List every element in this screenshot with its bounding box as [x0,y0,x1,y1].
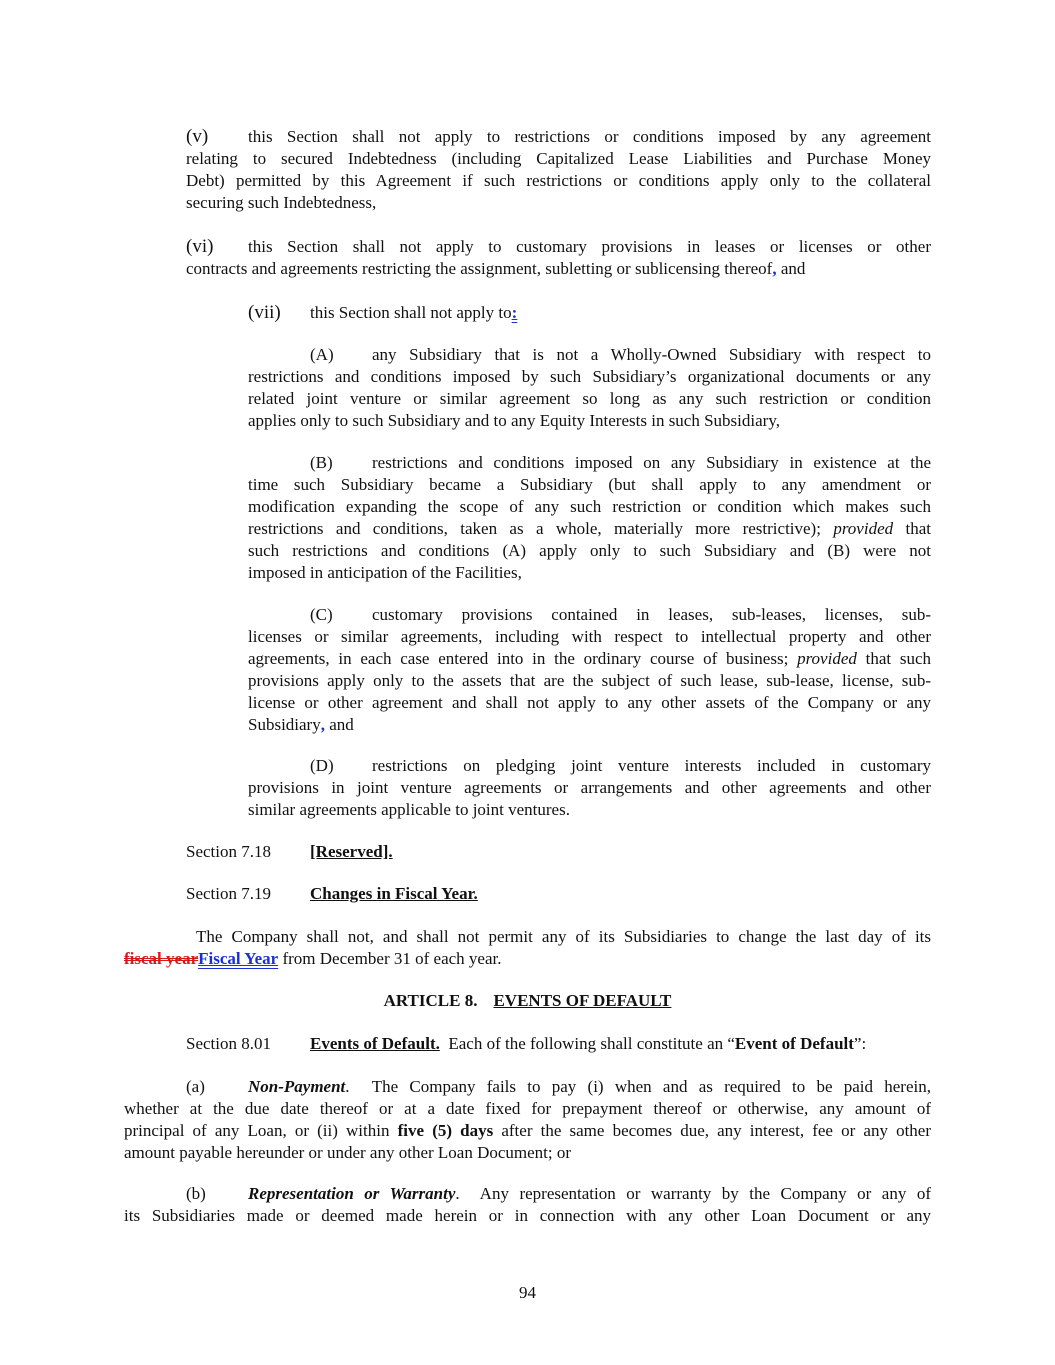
clause-v-line2: relating to secured Indebtedness (including Capitalized Lease Liabilities and Purchase Money [186,149,931,168]
subclause-C: (C) customary provisions contained in leases, sub-leases, licenses, sub- licenses or similar agreements, including with respect to intellectual property and other agreements, in each case entered into in the ordinary course of business; provided that such provisions apply only to the assets that are the subject of such lease, sub-lease, license, sub- license or other agreement and shall not apply to any other assets of the Company or any Subsidiary, and [248,605,931,734]
subclause-C-number: (C) [310,605,333,624]
subclause-B-number: (B) [310,453,333,472]
subclause-A: (A) any Subsidiary that is not a Wholly-Owned Subsidiary with respect to restrictions and conditions imposed by such Subsidiary’s organizational documents or any related joint venture or similar agreement so long as any such restriction or condition applies only to such Subsidiary and to any Equity Interests in such Subsidiary, [248,345,931,430]
article-title: EVENTS OF DEFAULT [493,991,672,1010]
section-title: Changes in Fiscal Year. [310,884,478,903]
inserted-text: Fiscal Year [198,949,279,968]
clause-title: Non-Payment [248,1077,346,1096]
subclause-D-number: (D) [310,756,334,775]
section-number: Section 7.18 [186,842,271,861]
clause-v-number: (v) [186,126,209,147]
section-7-18-heading [186,841,931,863]
section-8-01: Section 8.01 Events of Default. Each of the following shall constitute an “Event of Default”: [186,1034,867,1053]
section-title: [Reserved]. [310,842,393,861]
section-number: Section 8.01 [186,1034,271,1053]
clause-title: Representation or Warranty [248,1184,456,1203]
clause-vi-line2: contracts and agreements restricting the assignment, subletting or sublicensing thereof, and [186,259,806,278]
section-number: Section 7.19 [186,884,271,903]
clause-v [186,126,931,214]
fiscal-year-paragraph: The Company shall not, and shall not permit any of its Subsidiaries to change the last day of its fiscal yearFiscal Year from December 31 of each year. [124,927,931,968]
clause-vii: (vii) this Section shall not apply to: [248,302,518,323]
clause-vi-number: (vi) [186,236,214,257]
article-heading [0,990,1055,1012]
subclause-D: (D) restrictions on pledging joint venture interests included in customary provisions in joint venture agreements or arrangements and other agreements and other similar agreements applicable to joint ventures. [248,756,931,819]
clause-a-non-payment: (a) Non-Payment. The Company fails to pay (i) when and as required to be paid herein, whether at the due date thereof or at a date fixed for prepayment thereof or otherwise, any amount of principal of any Loan, or (ii) within five (5) days after the same becomes due, any interest, fee or any other amount payable hereunder or under any other Loan Document; or [124,1077,931,1162]
section-title: Events of Default. [310,1034,440,1053]
subclause-B: (B) restrictions and conditions imposed on any Subsidiary in existence at the time such Subsidiary became a Subsidiary (but shall apply to any amendment or modification expanding the scope of any such restriction or condition which makes such restrictions and conditions, taken as a whole, materially more restrictive); provided that such restrictions and conditions (A) apply only to such Subsidiary and (B) were not imposed in anticipation of the Facilities, [248,453,931,582]
clause-v-line3: Debt) permitted by this Agreement if such restrictions or conditions apply only to the collateral [186,171,931,190]
clause-a-number: (a) [186,1077,205,1096]
clause-vii-number: (vii) [248,302,281,323]
deleted-text: fiscal year [124,949,199,968]
clause-b-representation: (b) Representation or Warranty. Any representation or warranty by the Company or any of its Subsidiaries made or deemed made herein or in connection with any other Loan Document or any [124,1184,931,1225]
clause-vi [186,236,931,280]
clause-v-line1: (v) this Section shall not apply to restrictions or conditions imposed by any agreement [186,126,931,147]
article-number: ARTICLE 8. [383,991,478,1010]
page-number: 94 [519,1283,536,1302]
inserted-text: : [511,303,518,322]
inserted-text: , [320,715,325,734]
defined-term: Event of Default [734,1034,854,1053]
clause-b-number: (b) [186,1184,206,1203]
inserted-text: , [772,259,777,278]
subclause-A-number: (A) [310,345,334,364]
clause-vi-line1: (vi) this Section shall not apply to customary provisions in leases or licenses or other [186,236,931,257]
section-7-19-heading [186,883,931,905]
clause-v-line4: securing such Indebtedness, [186,193,377,212]
